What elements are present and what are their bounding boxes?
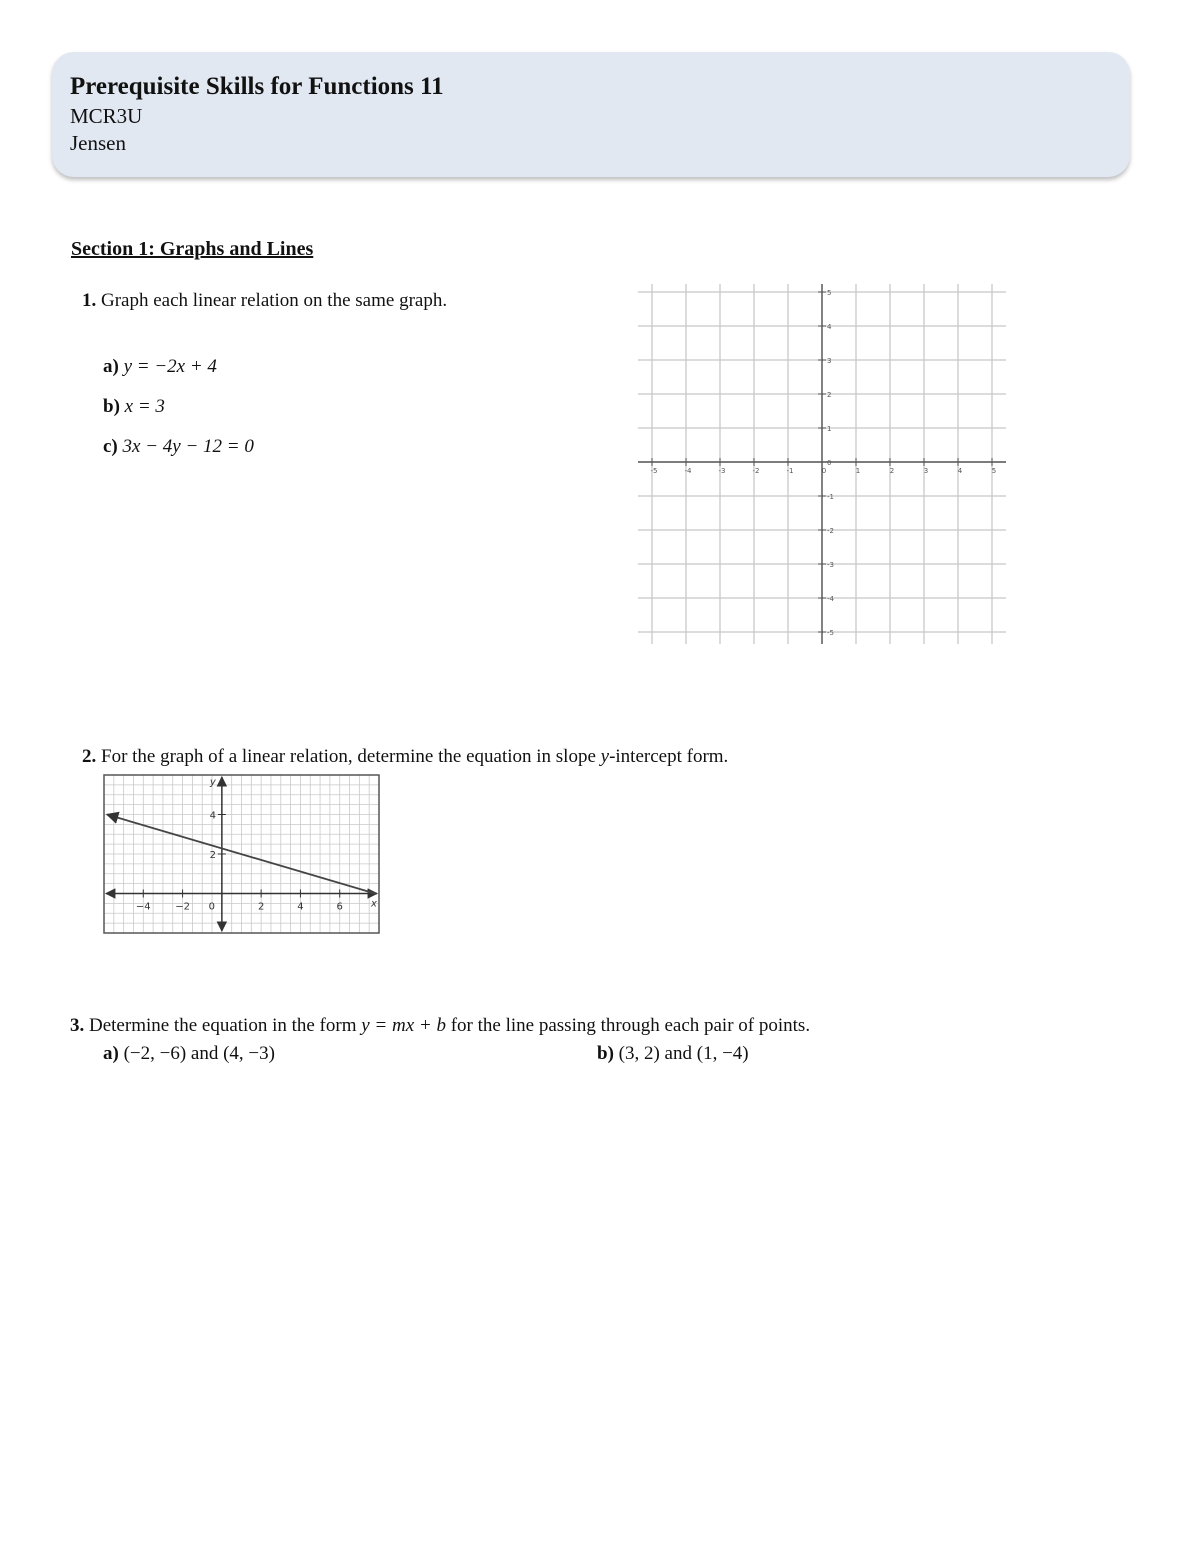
question-text-after: for the line passing through each pair of points. — [445, 1015, 811, 1036]
blank-coordinate-grid — [630, 280, 1010, 650]
x-tick-label: −2 — [175, 901, 190, 913]
x-tick-label: 2 — [257, 901, 265, 913]
y-tick-label: 3 — [827, 357, 832, 365]
x-axis-label: x — [371, 898, 377, 910]
linear-relation-graph — [103, 774, 380, 934]
worksheet-title: Prerequisite Skills for Functions 11 — [70, 73, 444, 100]
x-tick-label: 1 — [855, 467, 861, 475]
question-text-before: For the graph of a linear relation, determine the equation in slope — [101, 746, 601, 767]
header-box — [52, 52, 1130, 177]
y-tick-label: 2 — [209, 850, 217, 861]
y-tick-label: -4 — [827, 595, 834, 603]
point-pair: (3, 2) and (1, −4) — [618, 1043, 749, 1064]
question-number: 2. — [82, 746, 97, 767]
x-tick-label: 0 — [208, 901, 216, 913]
y-tick-label: 4 — [827, 323, 832, 331]
x-tick-label: -5 — [650, 467, 658, 475]
question-number: 1. — [82, 290, 97, 311]
y-tick-label: -2 — [827, 527, 834, 535]
equation: x = 3 — [124, 396, 165, 417]
question-text-math: y = mx + b — [361, 1015, 446, 1036]
question-text-variable: y — [600, 746, 610, 767]
x-tick-label: −4 — [135, 901, 151, 913]
y-axis-label: y — [209, 777, 216, 788]
y-tick-label: 0 — [827, 459, 832, 467]
part-label: a) — [103, 356, 119, 377]
question-1-part-b — [103, 396, 165, 418]
question-text: Graph each linear relation on the same graph. — [101, 290, 448, 311]
x-tick-label: -3 — [718, 467, 726, 475]
point-pair: (−2, −6) and (4, −3) — [123, 1043, 275, 1064]
question-1-part-a — [103, 356, 217, 378]
x-tick-label: 4 — [297, 901, 304, 913]
x-tick-label: 3 — [923, 467, 929, 475]
teacher-name: Jensen — [70, 131, 126, 155]
question-1-prompt — [82, 290, 447, 312]
y-tick-label: 5 — [827, 289, 832, 297]
question-text-after: -intercept form. — [609, 746, 729, 767]
section-title: Section 1: Graphs and Lines — [71, 238, 314, 260]
y-tick-label: 1 — [827, 425, 832, 433]
part-label: c) — [103, 436, 118, 457]
x-tick-label: 5 — [991, 467, 997, 475]
y-tick-label: 2 — [827, 391, 832, 399]
equation: y = −2x + 4 — [123, 356, 217, 377]
x-tick-label: 6 — [336, 901, 343, 913]
part-label: b) — [103, 396, 120, 417]
part-label: b) — [597, 1043, 614, 1064]
x-tick-label: -4 — [684, 467, 692, 475]
equation: 3x − 4y − 12 = 0 — [122, 436, 254, 457]
course-code: MCR3U — [70, 104, 143, 128]
question-3-part-b — [597, 1043, 749, 1065]
x-tick-label: 2 — [889, 467, 895, 475]
x-tick-label: -1 — [786, 467, 794, 475]
y-tick-label: 4 — [209, 810, 217, 822]
y-tick-label: -3 — [827, 561, 834, 569]
y-tick-label: -5 — [827, 629, 834, 637]
x-tick-label: 4 — [957, 467, 963, 475]
question-text-before: Determine the equation in the form — [89, 1015, 362, 1036]
question-number: 3. — [70, 1015, 85, 1036]
question-3-part-a — [103, 1043, 275, 1065]
x-tick-label: 0 — [821, 467, 827, 475]
y-tick-label: -1 — [827, 493, 834, 501]
part-label: a) — [103, 1043, 119, 1064]
x-tick-label: -2 — [752, 467, 760, 475]
question-1-part-c — [103, 436, 254, 458]
question-2-prompt — [82, 746, 728, 768]
question-3-prompt — [70, 1015, 810, 1037]
